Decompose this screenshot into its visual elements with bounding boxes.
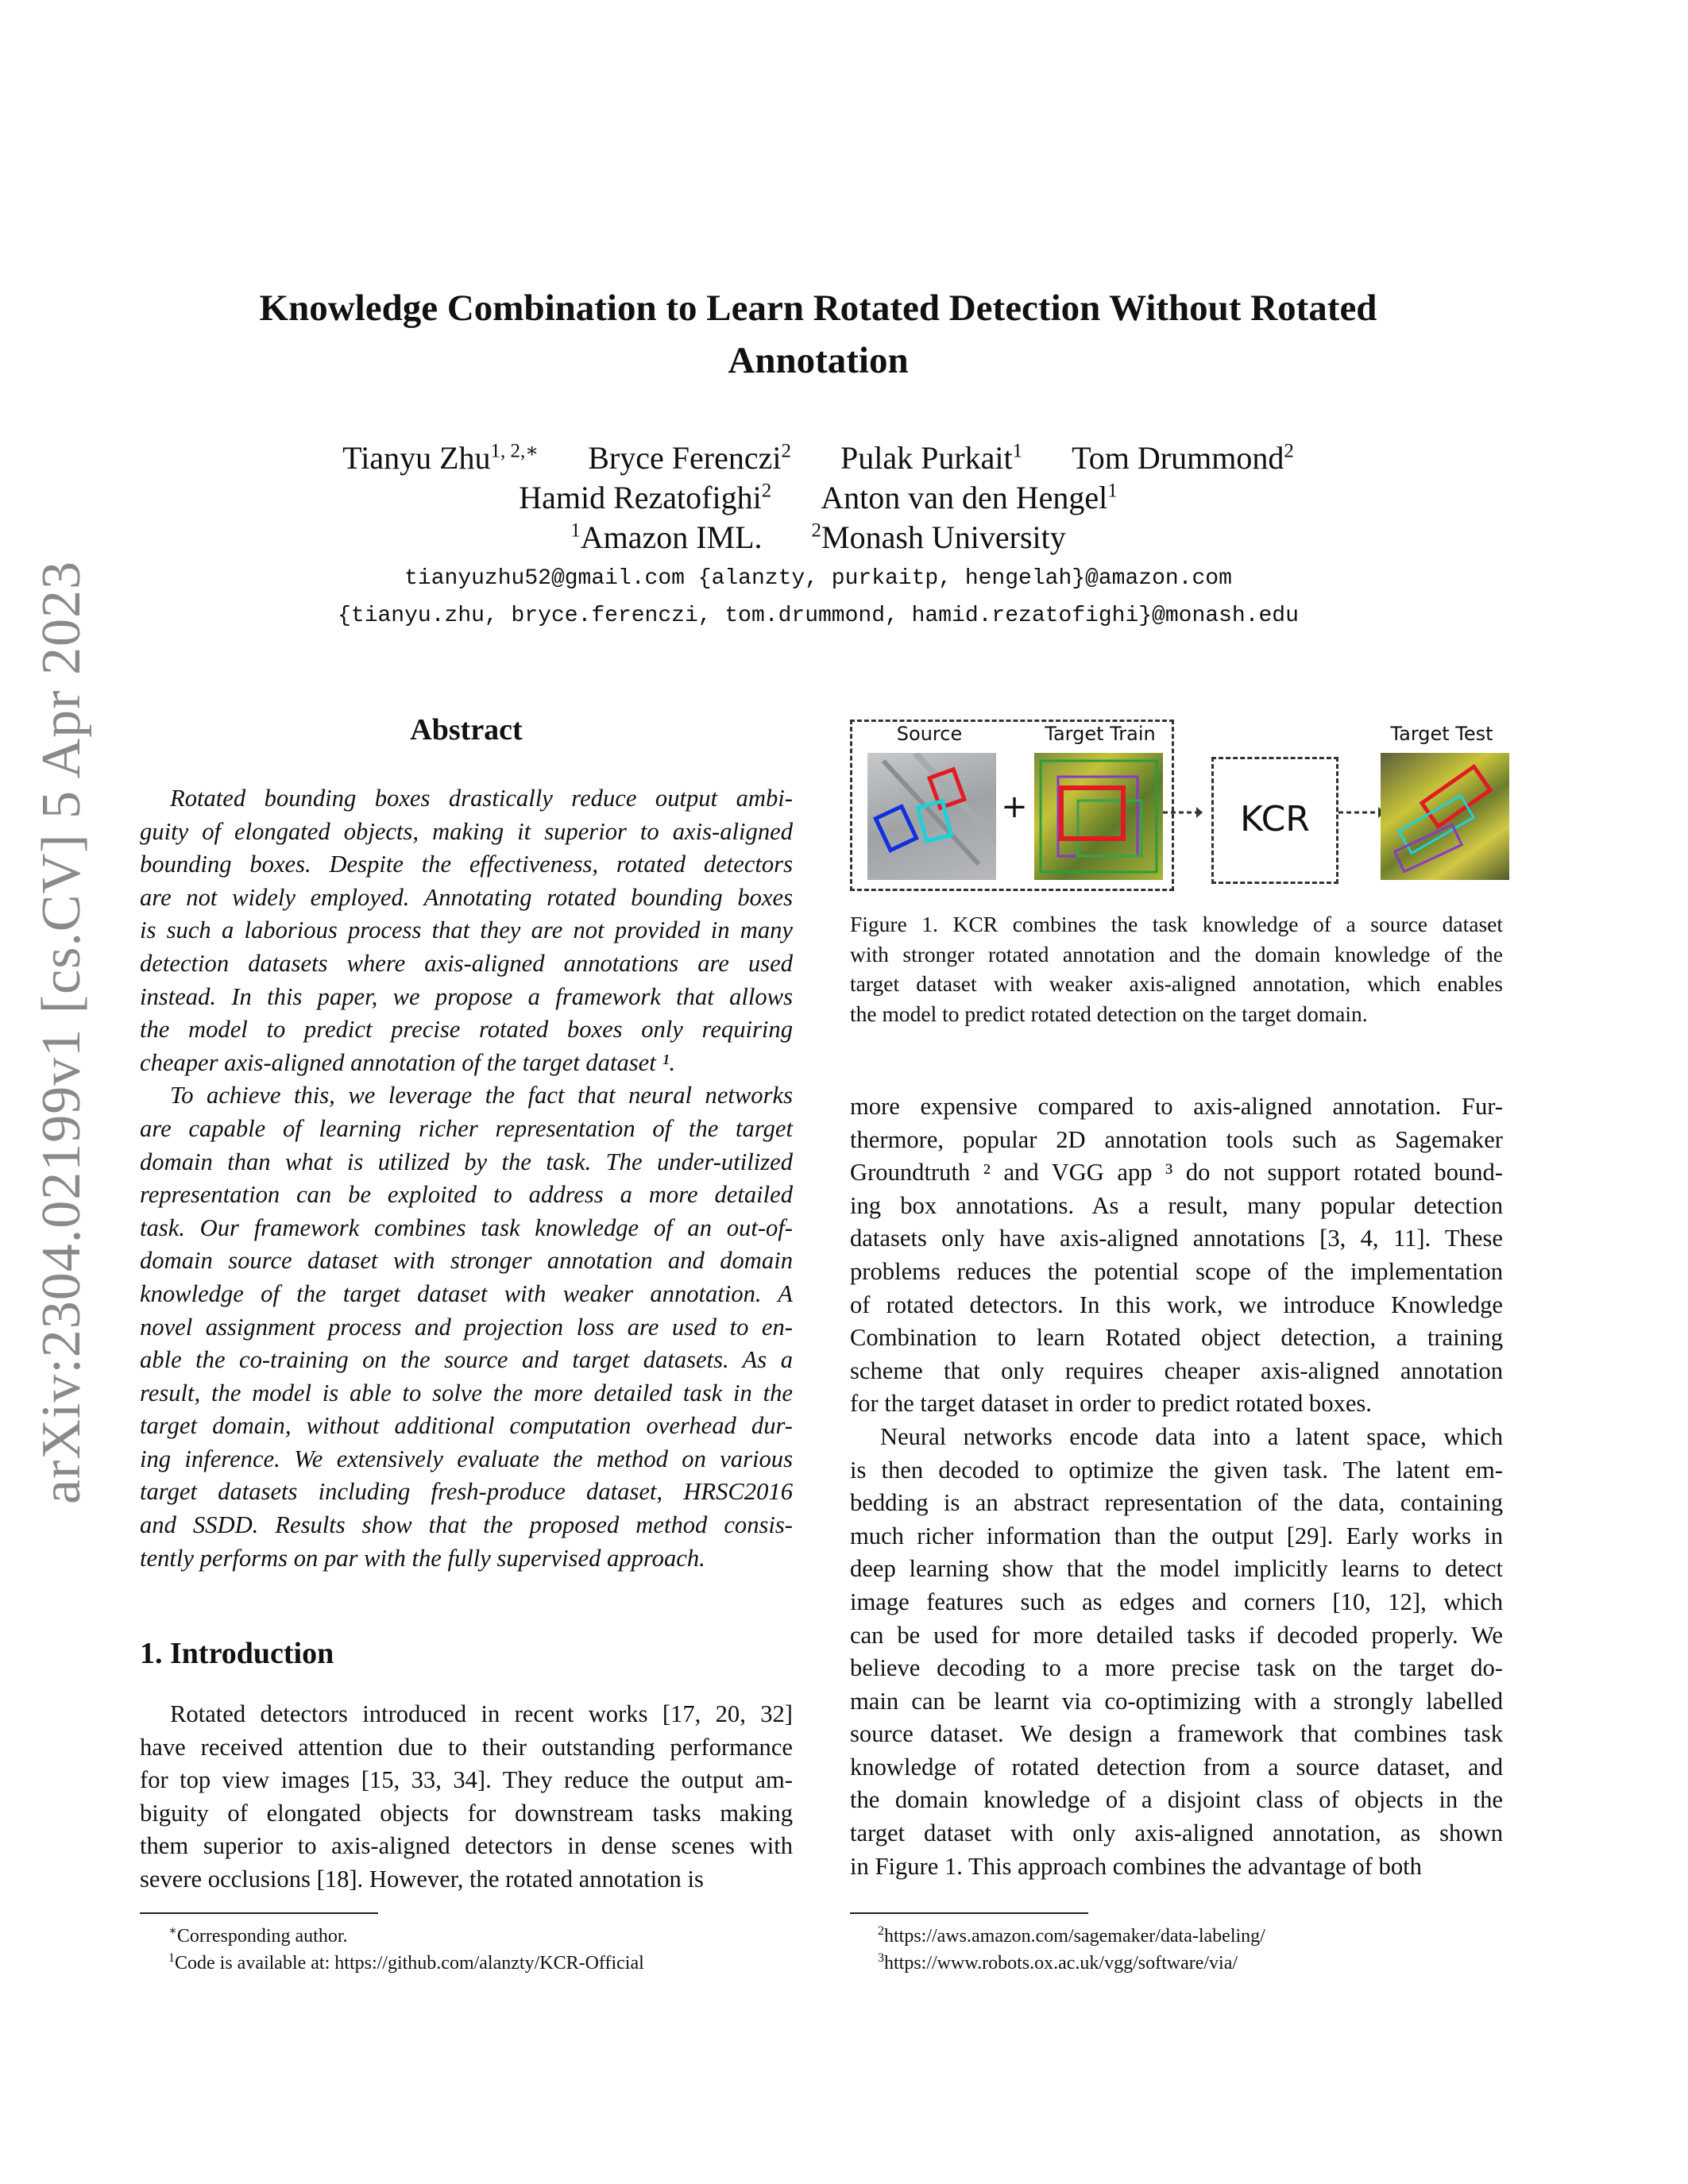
source-image-graphic xyxy=(867,753,996,880)
caption-line: target dataset with weaker axis-aligned annotation, which enables xyxy=(850,971,1503,996)
abstract-line: knowledge of the target dataset with weaker annotation. A xyxy=(140,1279,793,1307)
figure-1 xyxy=(850,713,1503,896)
arxiv-sidebar-stamp: arXiv:2304.02199v1 [cs.CV] 5 Apr 2023 xyxy=(31,561,92,1505)
label-target-train: Target Train xyxy=(1045,723,1156,745)
abstract-line: tently performs on par with the fully supervised approach. xyxy=(140,1544,705,1572)
abstract-line: are not widely employed. Annotating rotated bounding boxes xyxy=(140,883,793,911)
abstract-line: Rotated bounding boxes drastically reduce output ambi- xyxy=(170,785,793,812)
caption-line: with stronger rotated annotation and the domain knowledge of the xyxy=(850,941,1503,967)
label-source: Source xyxy=(896,723,963,745)
right-paragraph-1 xyxy=(850,1090,1503,1421)
body-line: source dataset. We design a framework that combines task xyxy=(850,1720,1503,1748)
intro-line: for top view images [15, 33, 34]. They reduce the output am- xyxy=(140,1766,793,1794)
body-line: datasets only have axis-aligned annotations [3, 4, 11]. These xyxy=(850,1225,1503,1252)
label-target-test: Target Test xyxy=(1390,723,1493,745)
body-line: thermore, popular 2D annotation tools such as Sagemaker xyxy=(850,1125,1503,1153)
body-line: of rotated detectors. In this work, we introduce Knowledge xyxy=(850,1291,1503,1318)
abstract-line: the model to predict precise rotated boxes only requiring xyxy=(140,1016,793,1044)
abstract-line: target domain, without additional computation overhead dur- xyxy=(140,1412,793,1440)
abstract-line: task. Our framework combines task knowledge of an out-of- xyxy=(140,1214,793,1241)
body-line: scheme that only requires cheaper axis-aligned annotation xyxy=(850,1356,1503,1384)
body-line: can be used for more detailed tasks if decoded properly. We xyxy=(850,1621,1503,1649)
footnote-sagemaker: $^2$https://aws.amazon.com/sagemaker/data-labeling/ xyxy=(878,1924,1265,1947)
caption-line: the model to predict rotated detection on the target domain. xyxy=(850,1001,1368,1026)
abstract-line: detection datasets where axis-aligned annotations are used xyxy=(140,949,793,977)
target-test-graphic xyxy=(1381,753,1509,880)
arrow-to-target-test xyxy=(1338,801,1386,824)
email-line-1: tianyuzhu52@gmail.com {alanzty, purkaitp, hengelah}@amazon.com xyxy=(404,566,1232,591)
body-line: Groundtruth ² and VGG app ³ do not support rotated bound- xyxy=(850,1159,1503,1187)
intro-line: have received attention due to their outstanding performance xyxy=(140,1733,793,1761)
abstract-line: domain than what is utilized by the task. The under-utilized xyxy=(140,1148,793,1175)
figure-1-caption xyxy=(850,909,1503,1028)
author: Anton van den Hengel$^1$ xyxy=(821,480,1118,515)
intro-line: severe occlusions [18]. However, the rotated annotation is xyxy=(140,1865,704,1893)
affiliation: $^1$Amazon IML. xyxy=(570,519,763,555)
abstract-line: result, the model is able to solve the more detailed task in the xyxy=(140,1379,793,1406)
body-line: is then decoded to optimize the given task. The latent em- xyxy=(850,1456,1503,1484)
right-column-body xyxy=(850,1090,1503,1883)
body-line: the domain knowledge of a disjoint class of objects in the xyxy=(850,1786,1503,1814)
paper-title: Knowledge Combination to Learn Rotated Detection Without Rotated Annotation xyxy=(259,287,1377,381)
body-line: believe decoding to a more precise task on the target do- xyxy=(850,1654,1503,1682)
abstract-line: domain source dataset with stronger annotation and domain xyxy=(140,1247,793,1275)
body-line: for the target dataset in order to predict rotated boxes. xyxy=(850,1390,1372,1418)
body-line: much richer information than the output [29]. Early works in xyxy=(850,1522,1503,1549)
abstract-line: representation can be exploited to address a more detailed xyxy=(140,1181,793,1209)
abstract-line: To achieve this, we leverage the fact that neural networks xyxy=(170,1082,793,1109)
author: Pulak Purkait$^1$ xyxy=(840,440,1023,476)
body-line: Combination to learn Rotated object detection, a training xyxy=(850,1324,1503,1352)
author-line-2 xyxy=(191,478,1446,518)
author: Bryce Ferenczi$^2$ xyxy=(588,440,791,476)
body-line: ing box annotations. As a result, many popular detection xyxy=(850,1191,1503,1219)
abstract-line: novel assignment process and projection loss are used to en- xyxy=(140,1313,793,1341)
body-line: deep learning show that the model implicitly learns to detect xyxy=(850,1555,1503,1583)
intro-line: Rotated detectors introduced in recent works [17, 20, 32] xyxy=(170,1700,793,1727)
abstract-paragraph-1 xyxy=(140,782,793,1079)
footnote-vgg: $^3$https://www.robots.ox.ac.uk/vgg/software/via/ xyxy=(878,1951,1238,1974)
footnote-rule xyxy=(140,1912,378,1914)
abstract-line: and SSDD. Results show that the proposed method consis- xyxy=(140,1511,793,1539)
author-block xyxy=(191,438,1446,558)
abstract-line: cheaper axis-aligned annotation of the target dataset ¹. xyxy=(140,1048,676,1076)
intro-line: them superior to axis-aligned detectors in dense scenes with xyxy=(140,1832,793,1860)
abstract-line: is such a laborious process that they are not provided in many xyxy=(140,916,793,944)
abstract-line: target datasets including fresh-produce dataset, HRSC2016 xyxy=(140,1478,793,1506)
body-line: image features such as edges and corners [10, 12], which xyxy=(850,1588,1503,1615)
affiliation: $^2$Monash University xyxy=(811,519,1066,555)
author: Tom Drummond$^2$ xyxy=(1072,440,1294,476)
abstract-line: instead. In this paper, we propose a framework that allows xyxy=(140,982,793,1010)
body-line: more expensive compared to axis-aligned annotation. Fur- xyxy=(850,1093,1503,1120)
body-line: target dataset with only axis-aligned annotation, as shown xyxy=(850,1819,1503,1847)
body-line: Neural networks encode data into a latent space, which xyxy=(880,1422,1503,1450)
abstract-heading: Abstract xyxy=(410,713,523,747)
body-line: problems reduces the potential scope of the implementation xyxy=(850,1257,1503,1285)
introduction-heading: 1. Introduction xyxy=(140,1637,334,1670)
body-line: main can be learnt via co-optimizing with a strongly labelled xyxy=(850,1687,1503,1715)
arrow-to-kcr xyxy=(1163,801,1203,824)
footnote-code: $^1$Code is available at: https://github.com/alanzty/KCR-Official xyxy=(168,1951,644,1974)
abstract-paragraph-2 xyxy=(140,1079,793,1575)
caption-line: Figure 1. KCR combines the task knowledge of a source dataset xyxy=(850,912,1503,936)
abstract-line: are capable of learning richer representation of the target xyxy=(140,1114,793,1142)
author-line-1 xyxy=(191,438,1446,478)
abstract-line: ing inference. We extensively evaluate the method on various xyxy=(140,1445,793,1472)
target-train-graphic xyxy=(1034,753,1163,880)
target-train-image xyxy=(1034,753,1163,880)
abstract-line: guity of elongated objects, making it superior to axis-aligned xyxy=(140,817,793,845)
affiliations xyxy=(191,518,1446,558)
body-line: bedding is an abstract representation of the data, containing xyxy=(850,1489,1503,1517)
plus-sign: + xyxy=(1001,789,1028,825)
source-image xyxy=(867,753,996,880)
right-paragraph-2 xyxy=(850,1421,1503,1883)
intro-line: biguity of elongated objects for downstream tasks making xyxy=(140,1799,793,1827)
abstract-body xyxy=(140,782,793,1575)
target-test-image xyxy=(1381,753,1509,880)
body-line: in Figure 1. This approach combines the advantage of both xyxy=(850,1852,1422,1880)
footnote-corresponding: ∗Corresponding author. xyxy=(168,1924,348,1947)
introduction-paragraph xyxy=(140,1698,793,1897)
author: Hamid Rezatofighi$^2$ xyxy=(519,480,772,515)
email-line-2: {tianyu.zhu, bryce.ferenczi, tom.drummond, hamid.rezatofighi}@monash.edu xyxy=(338,604,1299,628)
kcr-label: KCR xyxy=(1240,799,1310,839)
abstract-line: able the co-training on the source and target datasets. As a xyxy=(140,1346,793,1374)
abstract-line: bounding boxes. Despite the effectiveness, rotated detectors xyxy=(140,851,793,878)
introduction-body xyxy=(140,1698,793,1897)
footnote-rule-right xyxy=(850,1912,1088,1914)
author: Tianyu Zhu$^{1, 2,∗}$ xyxy=(342,440,539,476)
body-line: knowledge of rotated detection from a source dataset, and xyxy=(850,1753,1503,1781)
